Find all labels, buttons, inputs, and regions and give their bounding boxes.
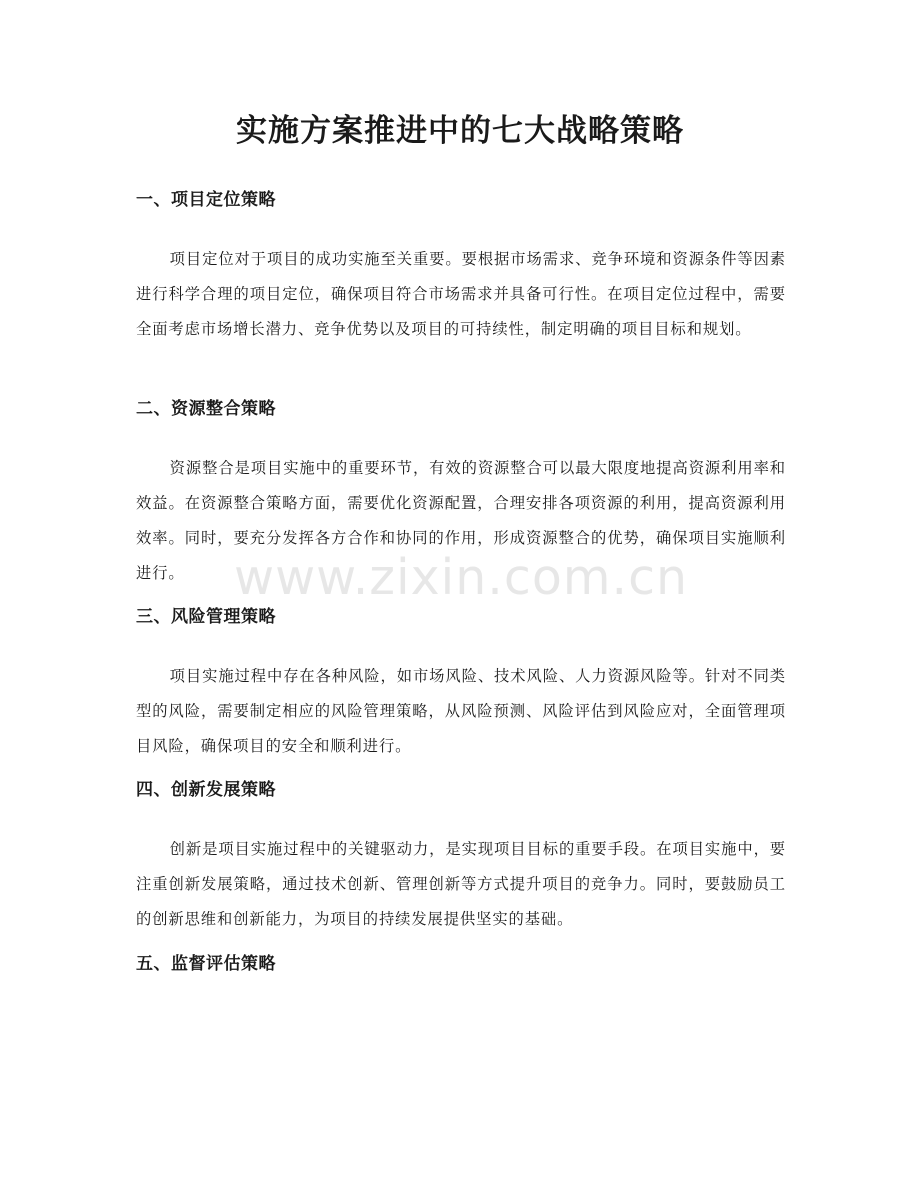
section-heading: 一、项目定位策略 <box>136 190 276 210</box>
section-heading: 四、创新发展策略 <box>136 780 276 800</box>
section-paragraph: 创新是项目实施过程中的关键驱动力，是实现项目目标的重要手段。在项目实施中，要注重创新发展策略，通过技术创新、管理创新等方式提升项目的竞争力。同时，要鼓励员工的创新思维和创新能力，为项目的持续发展提供坚实的基础。 <box>136 840 786 928</box>
section-paragraph: 项目定位对于项目的成功实施至关重要。要根据市场需求、竞争环境和资源条件等因素进行科学合理的项目定位，确保项目符合市场需求并具备可行性。在项目定位过程中，需要全面考虑市场增长潜力、竞争优势以及项目的可持续性，制定明确的项目目标和规划。 <box>136 250 786 338</box>
section-innovation-development <box>136 778 786 937</box>
section-project-positioning <box>136 188 786 347</box>
section-heading: 二、资源整合策略 <box>136 399 276 419</box>
document-title: 实施方案推进中的七大战略策略 <box>236 113 684 149</box>
section-paragraph: 资源整合是项目实施中的重要环节，有效的资源整合可以最大限度地提高资源利用率和效益。在资源整合策略方面，需要优化资源配置，合理安排各项资源的利用，提高资源利用效率。同时，要充分发挥各方合作和协同的作用，形成资源整合的优势，确保项目实施顺利进行。 <box>136 459 786 582</box>
section-risk-management <box>136 605 786 764</box>
section-supervision-evaluation <box>136 952 786 976</box>
section-resource-integration <box>136 397 786 591</box>
section-heading: 五、监督评估策略 <box>136 954 276 974</box>
watermark: www.zixin.com.cn <box>234 549 689 606</box>
section-heading: 三、风险管理策略 <box>136 607 276 627</box>
section-paragraph: 项目实施过程中存在各种风险，如市场风险、技术风险、人力资源风险等。针对不同类型的风险，需要制定相应的风险管理策略，从风险预测、风险评估到风险应对，全面管理项目风险，确保项目的安全和顺利进行。 <box>136 667 786 755</box>
